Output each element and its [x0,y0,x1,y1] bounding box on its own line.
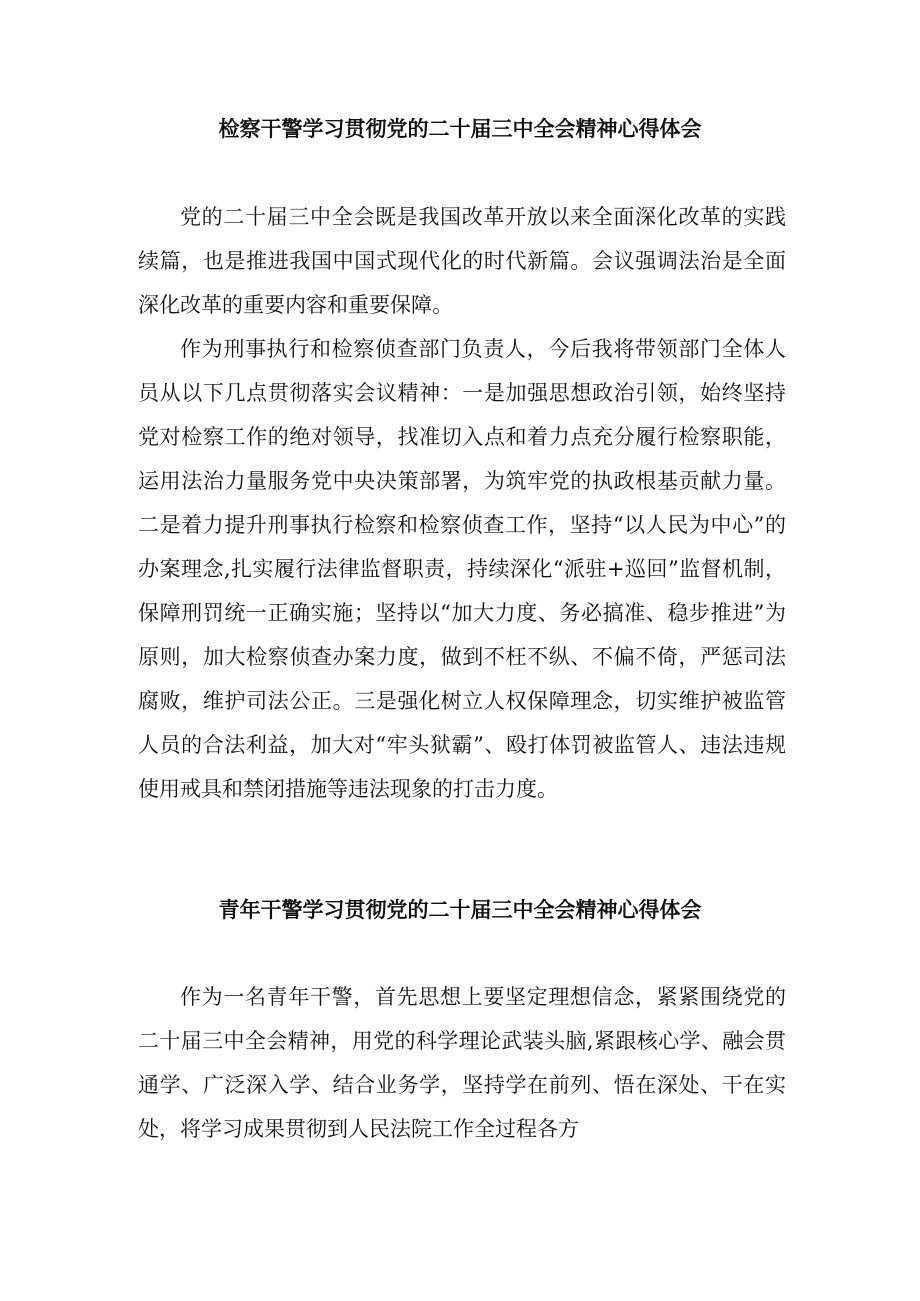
section-title: 检察干警学习贯彻党的二十届三中全会精神心得体会 [218,116,702,141]
paragraph: 作为一名青年干警，首先思想上要坚定理想信念，紧紧围绕党的二十届三中全会精神，用党的科学理论武装头脑,紧跟核心学、融会贯通学、广泛深入学、结合业务学，坚持学在前列、悟在深处、干在实处，将学习成果贯彻到人民法院工作全过程各方 [138,985,786,1141]
section-title: 青年干警学习贯彻党的二十届三中全会精神心得体会 [218,897,702,922]
paragraph: 作为刑事执行和检察侦查部门负责人，今后我将带领部门全体人员从以下几点贯彻落实会议精神：一是加强思想政治引领，始终坚持党对检察工作的绝对领导，找准切入点和着力点充分履行检察职能，运用法治力量服务党中央决策部署，为筑牢党的执政根基贡献力量。二是着力提升刑事执行检察和检察侦查工作，坚持“以人民为中心”的办案理念,扎实履行法律监督职责，持续深化“派驻+巡回”监督机制，保障刑罚统一正确实施；坚持以“加大力度、务必搞准、稳步推进”为原则，加大检察侦查办案力度，做到不枉不纵、不偏不倚，严惩司法腐败，维护司法公正。三是强化树立人权保障理念，切实维护被监管人员的合法利益，加大对“牢头狱霸”、殴打体罚被监管人、违法违规使用戒具和禁闭措施等违法现象的打击力度。 [138,337,786,801]
paragraph: 党的二十届三中全会既是我国改革开放以来全面深化改革的实践续篇，也是推进我国中国式现代化的时代新篇。会议强调法治是全面深化改革的重要内容和重要保障。 [138,205,786,317]
